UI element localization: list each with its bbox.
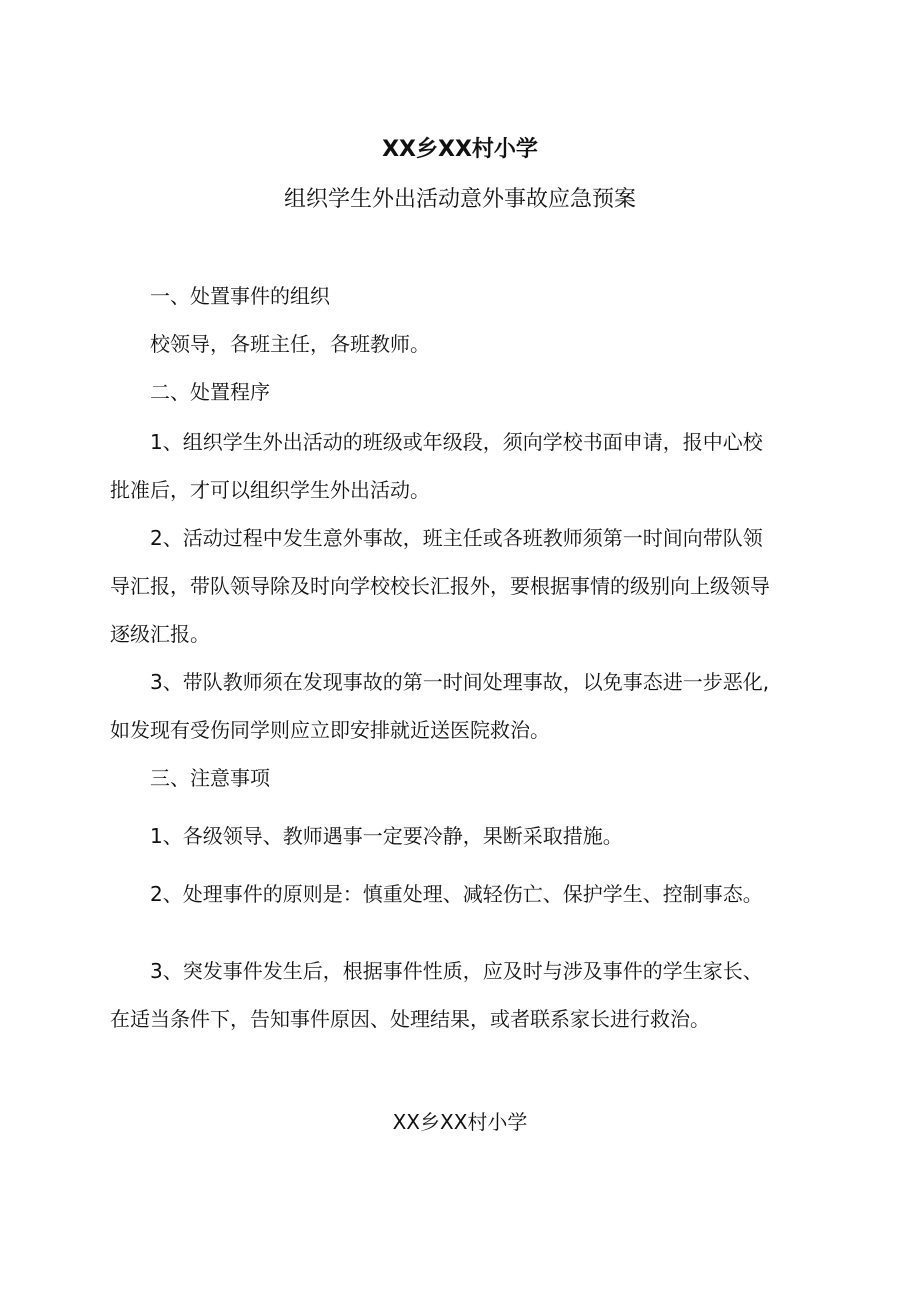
paragraph-line: 3、带队教师须在发现事故的第一时间处理事故，以免事态进一步恶化, (150, 670, 770, 694)
paragraph-line: 2、处理事件的原则是：慎重处理、减轻伤亡、保护学生、控制事态。 (150, 882, 763, 906)
paragraph-line: 如发现有受伤同学则应立即安排就近送医院救治。 (110, 718, 550, 742)
paragraph-line: 逐级汇报。 (110, 622, 210, 646)
paragraph-line: 批准后，才可以组织学生外出活动。 (110, 478, 430, 502)
paragraph-line: 校领导，各班主任，各班教师。 (150, 332, 430, 356)
paragraph-line: 1、各级领导、教师遇事一定要冷静，果断采取措施。 (150, 824, 623, 848)
signature: XX乡XX村小学 (392, 1110, 528, 1134)
paragraph-line: 1、组织学生外出活动的班级或年级段，须向学校书面申请，报中心校 (150, 430, 763, 454)
paragraph-line: 导汇报，带队领导除及时向学校校长汇报外，要根据事情的级别向上级领导 (110, 574, 770, 598)
document-subtitle: 组织学生外出活动意外事故应急预案 (283, 187, 636, 212)
paragraph-line: 3、突发事件发生后，根据事件性质，应及时与涉及事件的学生家长、 (150, 959, 763, 983)
section-heading-procedure: 二、处置程序 (150, 380, 270, 404)
paragraph-line: 2、活动过程中发生意外事故，班主任或各班教师须第一时间向带队领 (150, 526, 763, 550)
paragraph-line: 在适当条件下，告知事件原因、处理结果，或者联系家长进行救治。 (110, 1007, 710, 1031)
section-heading-organization: 一、处置事件的组织 (150, 284, 330, 308)
document-title: XX乡XX村小学 (382, 137, 538, 162)
section-heading-notes: 三、注意事项 (150, 766, 270, 790)
